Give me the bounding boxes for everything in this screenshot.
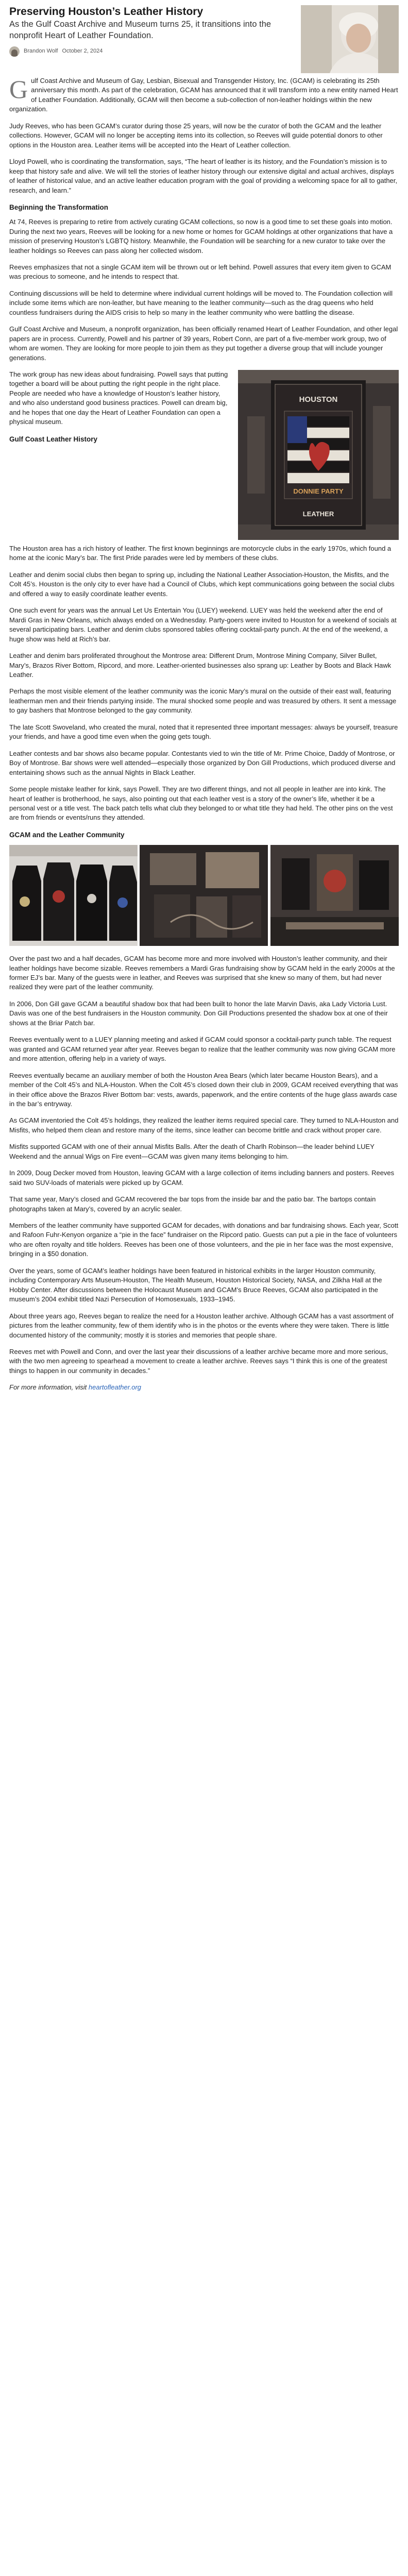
gallery-photo-vests [9,845,138,946]
section-heading: Beginning the Transformation [9,203,109,211]
intro-paragraph [9,76,399,114]
paragraph: The late Scott Swoveland, who created the mural, noted that it represented three important messages: always be yourself, treasure your friends, and have a good time even when the going gets tough. [9,723,398,741]
leather-banner-image [238,370,399,540]
leather-wall-image [140,845,268,946]
more-info [9,1383,399,1392]
article-header [9,5,399,76]
intro-lead: ulf Coast Archive and Museum of Gay, Lesbian, Bisexual and Transgender History, Inc. (GCAM) is celebrating its 25th anniversary this month. As part of the celebration, GCAM has announced that it will transform into a new entity named Heart of Leather Foundation. Additionally, GCAM will then become a sub-collection of non-leather holdings within the new organization. [9,77,398,113]
article-title: Preserving Houston’s Leather History [9,6,203,18]
author-avatar-icon [9,46,20,57]
banner-top-text: HOUSTON [299,395,338,404]
publish-date: October 2, 2024 [62,48,103,55]
paragraph: In 2006, Don Gill gave GCAM a beautiful shadow box that had been built to honor the late Marvin Davis, aka Lady Victoria Lust. Davis was one of the best fundraisers in the Houston community. Don Gill Productions presented the shadow box at one of their shows at the Briar Patch bar. [9,999,388,1027]
paragraph: Reeves emphasizes that not a single GCAM item will be thrown out or left behind. Powell assures that every item given to GCAM was precious to someone, and he intends to respect that. [9,263,392,281]
paragraph: Reeves eventually became an auxiliary member of both the Houston Area Bears (which later became Houston Bears), and a member of the Colt 45’s and NLA-Houston. When the Colt 45’s closed down their club in 2009, GCAM received everything that was in their office above the Brazos River Bottom bar: vests, awards, paperwork, and the entire contents of the huge glass awards case in the bar’s entryway. [9,1071,398,1108]
paragraph: Lloyd Powell, who is coordinating the transformation, says, “The heart of leather is its history, and the Foundation’s mission is to keep that history safe and alive. We will tell the stories of leather history through our extensive digital and actual archives, displays of leather of historical value, and an active leather education program with the goal of providing a welcoming space for all to gather, research, and learn.” [9,158,397,194]
author-name[interactable]: Brandon Wolf [24,48,58,55]
paragraph: Over the years, some of GCAM’s leather holdings have been featured in historical exhibits in the larger Houston community, including Contemporary Arts Museum-Houston, The Health Museum, Houston Historical Society, NASA, and Zilkha Hall at the Hobby Center. After discussions between the Holocaust Museum and GCAM’s Bruce Reeves, GCAM also participated in the museum’s 2004 exhibit titled Nazi Persecution of Homosexuals, 1933–1945. [9,1266,382,1303]
paragraph: Members of the leather community have supported GCAM for decades, with donations and bar fundraising shows. Each year, Scott and Rafoon Fuhr-Kenyon organize a “pie in the face” fundraiser on the Ripcord patio. Guests can put a pie in the face of volunteers who are often royalty and title holders. Reeves has been one of those volunteers, and the pie in her face was the most expensive, bringing in a $50 donation. [9,1222,399,1258]
article-dek: As the Gulf Coast Archive and Museum turns 25, it transitions into the nonprofit Heart of Leather Foundation. [9,20,271,40]
paragraph: Perhaps the most visible element of the leather community was the iconic Mary’s mural on the outside of their east wall, featuring leatherman men and their friends partying inside. The mural shocked some people and was treasured by others. It sent a message to gay bashers that Montrose belonged to the gay community. [9,687,397,715]
header-text [9,5,298,57]
banner-figure [238,370,399,540]
paragraph: Reeves eventually went to a LUEY planning meeting and asked if GCAM could sponsor a cocktail-party punch table. The request was granted and GCAM returned year after year. Reeves began to realize that the leather community was now giving GCAM more and more attention, offering help in a variety of ways. [9,1036,396,1063]
section-heading: GCAM and the Leather Community [9,831,125,839]
section-heading: Gulf Coast Leather History [9,435,98,443]
banner-bottom-text: LEATHER [302,510,334,518]
paragraph: Some people mistake leather for kink, says Powell. They are two different things, and not all people in leather are into kink. The heart of leather is brotherhood, he says, also pointing out that each leather vest is a story of the owner’s life, whether it be a personal vest or a title vest. The back patch tells what club they belonged to or what title they had held. The other pins on the vest are from friends or events/runs they attended. [9,785,393,822]
paragraph: One such event for years was the annual Let Us Entertain You (LUEY) weekend. LUEY was held the weekend after the end of Mardi Gras in New Orleans, which always ended on a Wednesday. Party-goers were invited to Houston for a weekend of socials at several participating bars. Leather and denim clubs sponsored tables offering cocktail-party punch. At the end of the weekend, a huge show was held at Rich’s bar. [9,606,397,643]
leather-collection-image [270,845,399,946]
leather-vests-image [9,845,138,946]
paragraph: Judy Reeves, who has been GCAM’s curator during those 25 years, will now be the curator of both the GCAM and the leather collections. However, GCAM will no longer be accepting items into its collection, so Reeves will guide potential donors to other options in the Houston area. Leather items will be accepted into the Heart of Leather collection. [9,122,383,149]
more-info-link[interactable]: heartofleather.org [88,1383,142,1392]
paragraph: Leather and denim bars proliferated throughout the Montrose area: Different Drum, Montrose Mining Company, Silver Bullet, Mary’s, Brazos River Bottom, Ripcord, and more. Leather-oriented businesses also sprang up: Leather by Boots and Black Hawk Leather. [9,652,392,679]
photo-gallery [9,845,399,946]
gallery-photo-collection [270,845,399,946]
drop-cap: G [9,75,28,104]
paragraph: Misfits supported GCAM with one of their annual Misfits Balls. After the death of Charlh Robinson—the leader behind LUEY Weekend and the annual Wigs on Fire event—GCAM was given many items belonging to him. [9,1143,375,1160]
history-left-column [9,370,231,540]
paragraph: As GCAM inventoried the Colt 45’s holdings, they realized the leather items required special care. They turned to NLA-Houston and Misfits, who helped them clean and restore many of the items, since leather can become brittle and crack without proper care. [9,1116,399,1134]
paragraph: The work group has new ideas about fundraising. Powell says that putting together a board will be about putting the right people in the right place. People are needed who have a knowledge of Houston’s leather history, and who also understand good business practices. Powell can dream big, and he hopes that one day the Heart of Leather Foundation can open a physical museum. [9,370,228,426]
more-info-prefix: For more information, visit [9,1383,89,1392]
paragraph: Gulf Coast Archive and Museum, a nonprofit organization, has been officially renamed Heart of Leather Foundation, and other legal papers are in process. Currently, Powell and his partner of 39 years, Robert Conn, are part of a five-member work group, two of whom are women. They are looking for more people to join them as they put together a diverse group that will include younger generations. [9,325,398,362]
history-block [9,370,399,540]
paragraph: Leather contests and bar shows also became popular. Contestants vied to win the title of Mr. Prime Choice, Daddy of Montrose, or Boy of Montrose. Bar shows were well attended—especially those organized by Don Gill Productions, which produced diverse and entertaining shows such as the annual Nights in Black Leather. [9,749,396,776]
paragraph: The Houston area has a rich history of leather. The first known beginnings are motorcycle clubs in the early 1970s, which found a home at the iconic Mary’s bar. The first Pride parades were led by members of these clubs. [9,545,392,562]
hero-photo [301,5,399,73]
paragraph: At 74, Reeves is preparing to retire from actively curating GCAM collections, so now is a good time to set these goals into motion. During the next two years, Reeves will be looking for a new home or homes for GCAM holdings at other organizations that have a mission of preserving Houston’s LGBTQ history. Meanwhile, the Foundation will be searching for a new curator to take over the leather holdings so Reeves can pass along her collected wisdom. [9,218,393,255]
byline [9,46,298,57]
paragraph: Leather and denim social clubs then began to spring up, including the National Leather Association-Houston, the Misfits, and the Colt 45’s. Houston is the only city to ever have had a Council of Clubs, which kept communications going between the social clubs and offered a way to easily coordinate leather events. [9,570,395,598]
paragraph: In 2009, Doug Decker moved from Houston, leaving GCAM with a large collection of items including banners and posters. Reeves said two SUV-loads of materials were picked up by GCAM. [9,1169,395,1187]
hero-portrait-image [301,5,399,73]
paragraph: Continuing discussions will be held to determine where individual current holdings will be moved to. The Foundation collection will include some items which are non-leather, but have meaning to the leather community—such as the drag queens who held countless fundraisers during the AIDS crisis to help so many in the leather community who were battling the disease. [9,289,393,316]
paragraph: Over the past two and a half decades, GCAM has become more and more involved with Houston’s leather community, and their leather holdings have become sizable. Reeves remembers a Mardi Gras fundraising show by GCAM held in the early 2000s at the former EJ’s bar. Many of the guests were in leather, and Reeves was surprised that she knew so many of them, but had never realized they were part of the leather community. [9,955,395,991]
paragraph: Reeves met with Powell and Conn, and over the last year their discussions of a leather archive became more and more serious, with the two men agreeing to spearhead a movement to create a leather archive. Reeves says “I think this is one of the greatest things to happen in our community in decades.” [9,1348,388,1375]
banner-title-text: DONNIE PARTY [293,487,344,496]
paragraph: About three years ago, Reeves began to realize the need for a Houston leather archive. Although GCAM has a vast assortment of pictures from the leather community, few of them identify who is in the photos or the events where they were taken. There is little documented history of the community; mostly it is stories and memories that people share. [9,1312,394,1339]
paragraph: That same year, Mary’s closed and GCAM recovered the bar tops from the inside bar and the patio bar. The bartops contain photographs taken at Mary’s, covered by an acrylic sealer. [9,1195,376,1213]
gallery-photo-wall [140,845,268,946]
